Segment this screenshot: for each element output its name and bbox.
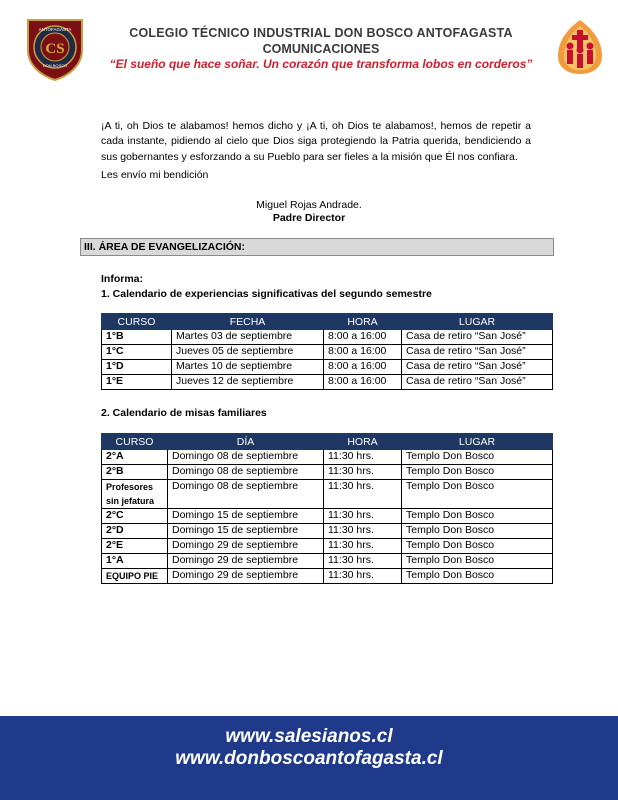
cell-hora: 8:00 a 16:00 xyxy=(324,345,402,360)
cell-curso: 2°A xyxy=(102,450,168,465)
footer-link-donbosco[interactable]: www.donboscoantofagasta.cl xyxy=(175,748,443,769)
column-header: LUGAR xyxy=(402,434,553,450)
table-header-row xyxy=(102,434,553,450)
cell-curso: 2°E xyxy=(102,539,168,554)
informa-label: Informa: xyxy=(101,273,143,285)
letter-blessing: Les envío mi bendición xyxy=(101,169,209,181)
cell-dia: Domingo 15 de septiembre xyxy=(168,524,324,539)
cell-hora: 11:30 hrs. xyxy=(324,539,402,554)
cell-curso: 1°A xyxy=(102,554,168,569)
table-row xyxy=(102,480,553,509)
table-row xyxy=(102,539,553,554)
cell-lugar: Templo Don Bosco xyxy=(402,539,553,554)
cell-hora: 11:30 hrs. xyxy=(324,524,402,539)
cell-lugar: Templo Don Bosco xyxy=(402,480,553,509)
cell-lugar: Casa de retiro “San José” xyxy=(402,360,553,375)
cell-dia: Domingo 08 de septiembre xyxy=(168,480,324,509)
table-row xyxy=(102,509,553,524)
table-row xyxy=(102,524,553,539)
logo-monogram: CS xyxy=(45,41,65,57)
cell-fecha: Martes 10 de septiembre xyxy=(172,360,324,375)
table-row xyxy=(102,465,553,480)
logo-bottom-text: DON BOSCO xyxy=(42,63,68,68)
cell-dia: Domingo 29 de septiembre xyxy=(168,539,324,554)
cell-curso: 2°D xyxy=(102,524,168,539)
footer-link-salesianos[interactable]: www.salesianos.cl xyxy=(225,726,393,747)
cell-lugar: Casa de retiro “San José” xyxy=(402,345,553,360)
salesian-emblem-logo xyxy=(552,16,608,78)
cell-hora: 11:30 hrs. xyxy=(324,554,402,569)
cell-lugar: Templo Don Bosco xyxy=(402,450,553,465)
school-title: COLEGIO TÉCNICO INDUSTRIAL DON BOSCO ANTOFAGASTA xyxy=(129,26,513,40)
table-row xyxy=(102,450,553,465)
logo-ring-text: ANTOFAGASTA xyxy=(38,27,72,32)
letter-paragraph: ¡A ti, oh Dios te alabamos! hemos dicho y ¡A ti, oh Dios te alabamos!, hemos de repetir a cada instante, pidiendo al cielo que Dios siga protegiendo la Patria querida, bendiciendo a sus gobernantes y esforzando a su Pueblo para ser fieles a la misión que Él nos confiara. xyxy=(101,120,531,163)
column-header: CURSO xyxy=(102,434,168,450)
cell-dia: Domingo 29 de septiembre xyxy=(168,554,324,569)
column-header: DÍA xyxy=(168,434,324,450)
column-header: CURSO xyxy=(102,314,172,330)
cell-fecha: Martes 03 de septiembre xyxy=(172,330,324,345)
experiences-table xyxy=(101,313,553,390)
column-header: FECHA xyxy=(172,314,324,330)
cell-hora: 8:00 a 16:00 xyxy=(324,375,402,390)
cell-lugar: Templo Don Bosco xyxy=(402,554,553,569)
cell-hora: 11:30 hrs. xyxy=(324,450,402,465)
cell-fecha: Jueves 05 de septiembre xyxy=(172,345,324,360)
cell-dia: Domingo 29 de septiembre xyxy=(168,569,324,584)
cell-dia: Domingo 15 de septiembre xyxy=(168,509,324,524)
table-row xyxy=(102,554,553,569)
cell-lugar: Templo Don Bosco xyxy=(402,509,553,524)
column-header: LUGAR xyxy=(402,314,553,330)
cell-curso: EQUIPO PIE xyxy=(102,569,168,584)
column-header: HORA xyxy=(324,314,402,330)
column-header: HORA xyxy=(324,434,402,450)
cell-hora: 8:00 a 16:00 xyxy=(324,360,402,375)
cell-fecha: Jueves 12 de septiembre xyxy=(172,375,324,390)
school-shield-logo xyxy=(24,16,86,82)
cell-curso: Profesores sin jefatura xyxy=(102,480,168,509)
cell-curso: 2°C xyxy=(102,509,168,524)
table-row xyxy=(102,360,553,375)
cell-lugar: Templo Don Bosco xyxy=(402,569,553,584)
cell-lugar: Templo Don Bosco xyxy=(402,524,553,539)
cell-curso: 1°E xyxy=(102,375,172,390)
cell-curso: 2°B xyxy=(102,465,168,480)
cell-dia: Domingo 08 de septiembre xyxy=(168,450,324,465)
cell-dia: Domingo 08 de septiembre xyxy=(168,465,324,480)
masses-table xyxy=(101,433,553,584)
signer-name: Miguel Rojas Andrade. xyxy=(256,199,362,211)
cell-hora: 11:30 hrs. xyxy=(324,509,402,524)
item-1-heading: 1. Calendario de experiencias significativas del segundo semestre xyxy=(101,288,432,300)
cell-hora: 11:30 hrs. xyxy=(324,480,402,509)
cell-hora: 11:30 hrs. xyxy=(324,569,402,584)
cell-hora: 11:30 hrs. xyxy=(324,465,402,480)
table-row xyxy=(102,345,553,360)
table-row xyxy=(102,375,553,390)
cell-curso: 1°D xyxy=(102,360,172,375)
cell-lugar: Templo Don Bosco xyxy=(402,465,553,480)
cell-lugar: Casa de retiro “San José” xyxy=(402,330,553,345)
table-row xyxy=(102,569,553,584)
department-subtitle: COMUNICACIONES xyxy=(262,42,380,56)
cell-curso: 1°C xyxy=(102,345,172,360)
section-heading: III. ÁREA DE EVANGELIZACIÓN: xyxy=(80,238,554,256)
school-motto: “El sueño que hace soñar. Un corazón que transforma lobos en corderos” xyxy=(109,57,533,71)
item-2-heading: 2. Calendario de misas familiares xyxy=(101,407,267,419)
cell-hora: 8:00 a 16:00 xyxy=(324,330,402,345)
cell-curso: 1°B xyxy=(102,330,172,345)
cell-lugar: Casa de retiro “San José” xyxy=(402,375,553,390)
table-row xyxy=(102,330,553,345)
signer-title: Padre Director xyxy=(272,212,346,224)
table-header-row xyxy=(102,314,553,330)
